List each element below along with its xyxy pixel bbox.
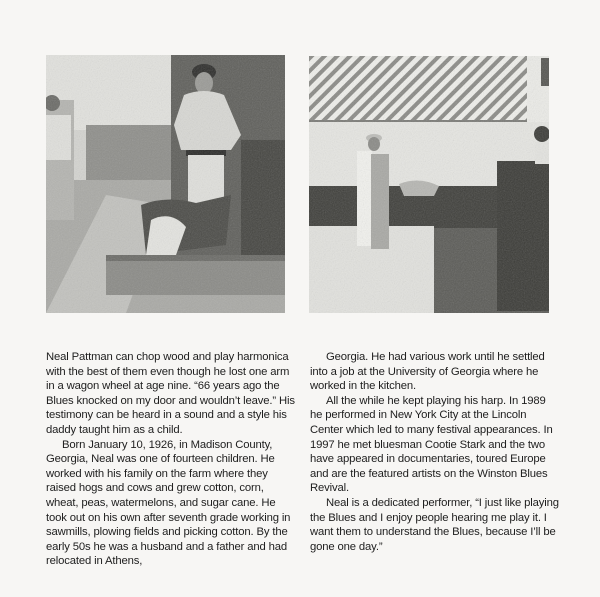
photo-neal-in-yard	[309, 56, 549, 313]
paragraph-career: All the while he kept playing his harp. In 1989 he performed in New York City at the Lincoln Center which led to many festival appearances. In 1997 he met bluesman Cootie Stark and the two have appeared in documentaries, toured Europe and are the featured artists on the Winston Blues Revival.	[310, 394, 553, 495]
photo-neal-at-woodpile	[46, 55, 285, 313]
photo-illustration	[309, 56, 549, 313]
photo-illustration	[46, 55, 285, 313]
article-column-left	[46, 350, 296, 569]
paragraph-early-life: Born January 10, 1926, in Madison County, Georgia, Neal was one of fourteen children. He worked with his family on the farm where they raised hogs and cows and grew cotton, corn, wheat, peas, watermelons, and sugar cane. He took out on his own after seventh grade working in sawmills, plowing fields and picking cotton. By the early 50s he was a husband and a father and had relocated in Athens,	[46, 438, 291, 568]
paragraph-quote: Neal is a dedicated performer, “I just like playing the Blues and I enjoy people hearing me play it. I want them to understand the Blues, because I’ll be gone one day.”	[310, 496, 559, 553]
paragraph-intro: Neal Pattman can chop wood and play harmonica with the best of them even though he lost one arm in a wagon wheel at age nine. “66 years ago the Blues knocked on my door and wouldn’t leave.” His testimony can be heard in a sound and a style his daddy taught him as a child.	[46, 351, 295, 436]
article-column-right	[310, 350, 560, 554]
paragraph-athens-work: Georgia. He had various work until he settled into a job at the University of Georgia where he worked in the kitchen.	[310, 351, 545, 393]
